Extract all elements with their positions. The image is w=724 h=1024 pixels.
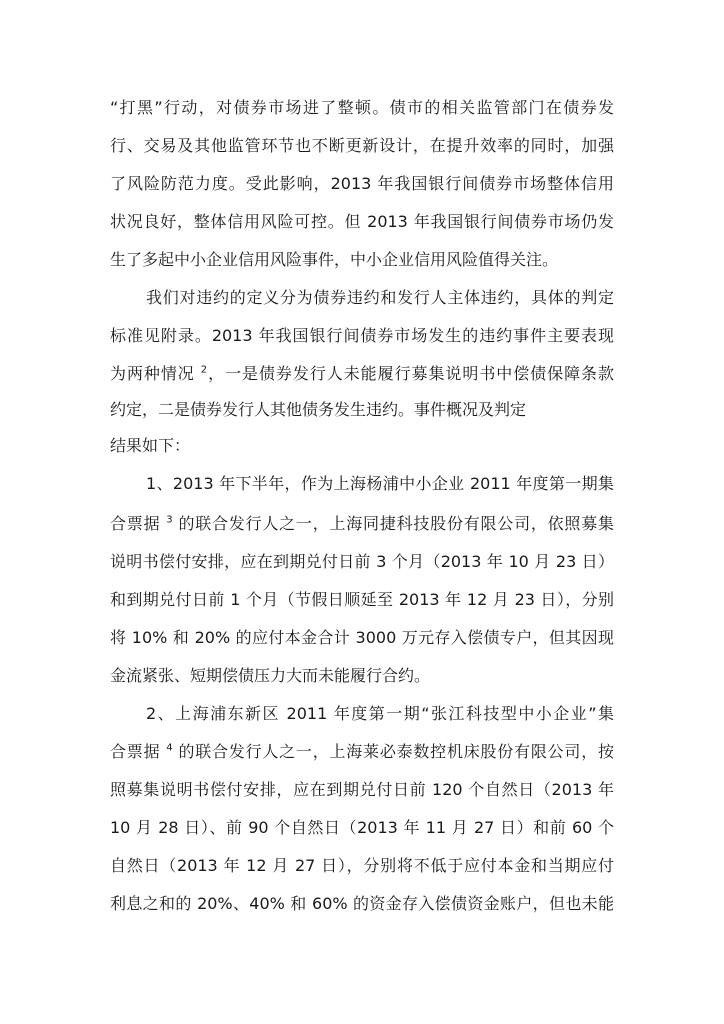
footnote-marker: 4 (166, 742, 173, 754)
line-text: 合票据 (110, 742, 167, 761)
line-text: ，一是债券发行人未能履行募集说明书中偿债保障条款 (207, 364, 614, 383)
paragraph-line (110, 362, 614, 386)
paragraph-line: 1、2013 年下半年，作为上海杨浦中小企业 2011 年度第一期集 (146, 474, 614, 493)
paragraph-line: 照募集说明书偿付安排，应在到期兑付日前 120 个自然日（2013 年 (110, 780, 614, 799)
line-text: 的联合发行人之一，上海同捷科技股份有限公司，依照募集 (172, 514, 614, 533)
paragraph-line: 10 月 28 日）、前 90 个自然日（2013 年 11 月 27 日）和前 60 个 (110, 818, 614, 837)
paragraph-line: 行、交易及其他监管环节也不断更新设计，在提升效率的同时，加强 (110, 136, 614, 155)
footnote-marker: 3 (166, 514, 173, 526)
paragraph-line: 标准见附录。2013 年我国银行间债券市场发生的违约事件主要表现 (110, 326, 614, 345)
paragraph-line: “打黑”行动，对债券市场进了整顿。债市的相关监管部门在债券发 (110, 98, 614, 117)
paragraph-line: 说明书偿付安排，应在到期兑付日前 3 个月（2013 年 10 月 23 日） (110, 552, 614, 571)
paragraph-line: 生了多起中小企业信用风险事件，中小企业信用风险值得关注。 (110, 250, 559, 269)
paragraph-line: 自然日（2013 年 12 月 27 日），分别将不低于应付本金和当期应付 (110, 856, 614, 875)
paragraph-line: 金流紧张、短期偿债压力大而未能履行合约。 (110, 666, 431, 685)
line-text: 的联合发行人之一，上海莱必泰数控机床股份有限公司，按 (172, 742, 614, 761)
line-text: 为两种情况 (110, 364, 201, 383)
paragraph-line: 约定，二是债券发行人其他债务发生违约。事件概况及判定 (110, 400, 527, 419)
paragraph-line: 和到期兑付日前 1 个月（节假日顺延至 2013 年 12 月 23 日），分别 (110, 590, 614, 609)
paragraph-line: 结果如下： (110, 436, 191, 455)
paragraph-line: 了风险防范力度。受此影响，2013 年我国银行间债券市场整体信用 (110, 174, 614, 193)
footnote-marker: 2 (200, 364, 208, 376)
paragraph-line (110, 740, 614, 764)
paragraph-line: 状况良好，整体信用风险可控。但 2013 年我国银行间债券市场仍发 (110, 212, 614, 231)
paragraph-line: 2、上海浦东新区 2011 年度第一期“张江科技型中小企业”集 (146, 704, 614, 723)
paragraph-line (110, 512, 614, 536)
paragraph-line: 将 10% 和 20% 的应付本金合计 3000 万元存入偿债专户，但其因现 (110, 628, 614, 647)
paragraph-line: 我们对违约的定义分为债券违约和发行人主体违约，具体的判定 (146, 288, 614, 307)
paragraph-line: 利息之和的 20%、40% 和 60% 的资金存入偿债资金账户，但也未能 (110, 894, 614, 913)
line-text: 合票据 (110, 514, 167, 533)
